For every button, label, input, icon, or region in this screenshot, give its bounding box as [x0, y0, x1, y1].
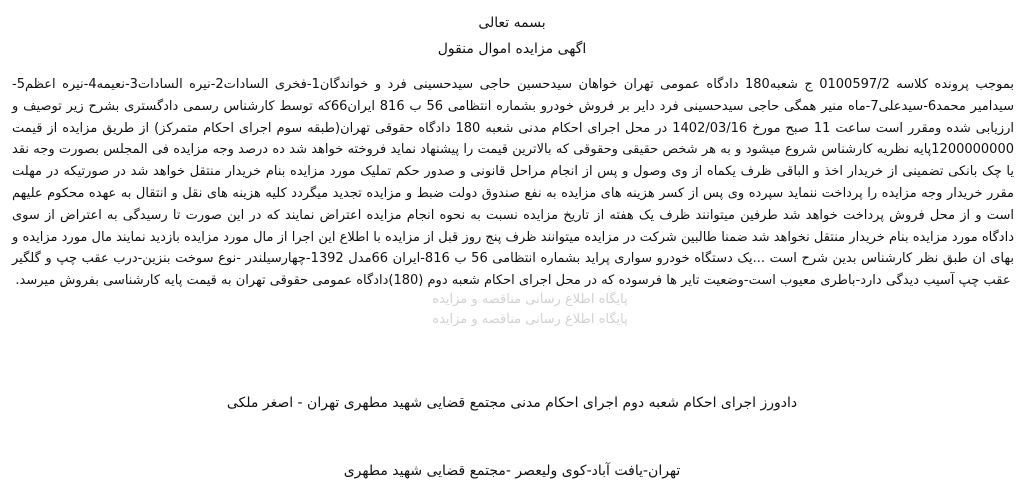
signature-line: دادورز اجرای احکام شعبه دوم اجرای احکام مدنی مجتمع قضایی شهید مطهری تهران - اصغر ملکی	[226, 395, 798, 411]
site-watermark	[400, 290, 660, 360]
watermark-line: پایگاه اطلاع رسانی مناقصه و مزایده	[432, 312, 628, 327]
notice-heading: اگهی مزایده اموال منقول	[437, 41, 587, 57]
notice-body: بموجب پرونده کلاسه 0100597/2 ج شعبه180 دادگاه عمومی تهران خواهان سیدحسین حاجی سیدحسینی فرد و خواندگان1-فخری السادات2-نیره السادات3-نعیمه4-نیره اعظم5-سیدامیر محمد6-سیدعلی7-ماه منیر همگی حاجی سیدحسینی فرد دایر بر فروش خودرو بشماره انتظامی 56 ب 816 ایران66که توسط کارشناس رسمی دادگستری بشرح زیر توصیف و ارزیابی شده ومقرر است ساعت 11 صبح مورخ 1402/03/16 در محل اجرای احکام مدنی شعبه 180 دادگاه حقوقی تهران(طبقه سوم اجرای احکام متمرکز) از طریق مزایده از قیمت 1200000000پایه نظریه کارشناس شروع میشود و به هر شخص حقیقی وحقوقی که بالاترین قیمت را پیشنهاد نماید فروخته خواهد شد ده درصد وجه مزایده فی المجلس بصورت وجه نقد یا چک بانکی تضمینی از خریدار اخذ و الباقی ظرف یکماه از وی وصول و پس از انجام مراحل قانونی و صدور حکم تملیک مورد مزایده بنام خریدار منتقل خواهد شد در صورتیکه در مهلت مقرر خریدار وجه مزایده را پرداخت ننماید سپرده وی پس از کسر هزینه های مزایده به نفع صندوق دولت ضبط و مزایده تجدید میگردد کلیه هزینه های نقل و انتقال به عهده محکوم علیهم است و از محل فروش پرداخت خواهد شد طرفین میتوانند ظرف یک هفته از تاریخ مزایده نسبت به نحوه انجام مزایده اعتراض نمایند که در این صورت تا رسیدگی به اعتراض از سوی دادگاه مورد مزایده بنام خریدار منتقل نخواهد شد ضمنا طالبین شرکت در مزایده میتوانند ظرف پنج روز قبل از مزایده با اطلاع این اجرا از مال مورد مزایده بازدید نمایند مال مورد مزایده و بهای ان طبق نظر کارشناس بدین شرح است ...یک دستگاه خودرو سواری پراید بشماره انتظامی 56 ب 816-ایران 66مدل 1392-چهارسیلندر -نوع سوخت بنزین-درب عقب چپ و گلگیر عقب چپ آسیب دیدگی دارد-باطری معیوب است-وضعیت تایر ها فرسوده که در محل اجرای احکام شعبه دوم (180)دادگاه عمومی حقوقی تهران به قیمت پایه کارشناسی بفروش میرسد.	[12, 77, 1015, 289]
basmala: بسمه تعالی	[478, 15, 546, 31]
watermark-line: پایگاه اطلاع رسانی مناقصه و مزایده	[432, 292, 628, 307]
address-line: تهران-یافت آباد-کوی ولیعصر -مجتمع قضایی شهید مطهری	[343, 463, 681, 479]
